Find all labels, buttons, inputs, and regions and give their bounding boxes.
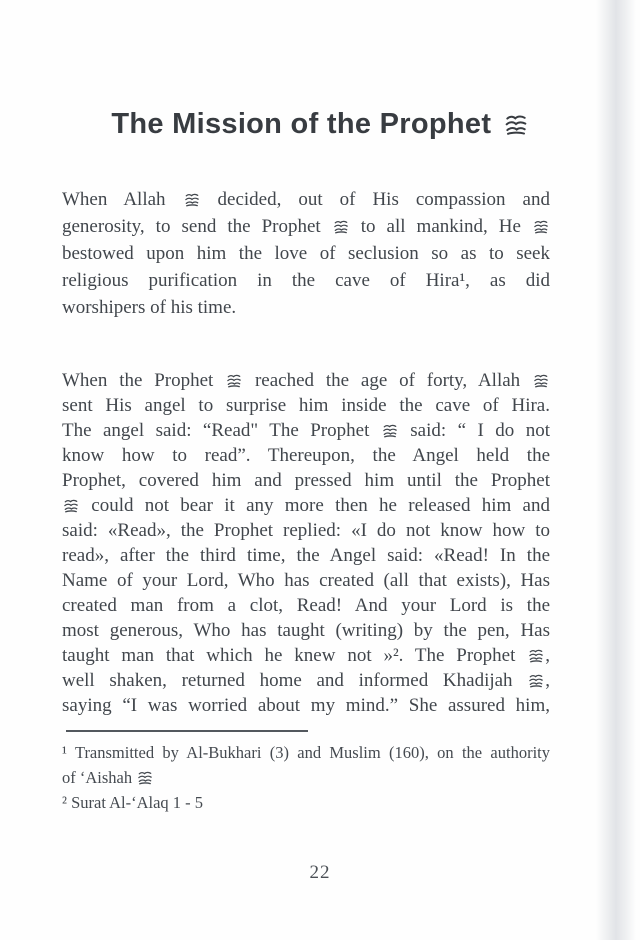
text-line: Name of your Lord, Who has created (all that exists), Has — [62, 570, 550, 591]
honorific-calligraphy-icon — [533, 374, 549, 388]
honorific-calligraphy-icon — [137, 771, 153, 785]
text-line: religious purification in the cave of Hira¹, as did — [62, 270, 550, 291]
text-line: taught man that which he knew not »². The Prophet , — [62, 645, 550, 666]
footnote-1 — [62, 740, 550, 790]
honorific-calligraphy-icon — [504, 114, 528, 136]
text-line: said: «Read», the Prophet replied: «I do not know how to — [62, 520, 550, 541]
text-line: sent His angel to surprise him inside the cave of Hira. — [62, 395, 550, 416]
text-line: well shaken, returned home and informed Khadijah , — [62, 670, 550, 691]
honorific-calligraphy-icon — [333, 220, 349, 234]
text-line: created man from a clot, Read! And your Lord is the — [62, 595, 550, 616]
text-line: know how to read”. Thereupon, the Angel held the — [62, 445, 550, 466]
honorific-calligraphy-icon — [528, 674, 544, 688]
footnote-separator — [66, 730, 308, 732]
text-line: most generous, Who has taught (writing) by the pen, Has — [62, 620, 550, 641]
honorific-calligraphy-icon — [184, 193, 200, 207]
text-line: worshipers of his time. — [62, 297, 237, 318]
paragraph-revelation — [62, 368, 550, 718]
honorific-calligraphy-icon — [382, 424, 398, 438]
page-title: The Mission of the Prophet — [0, 104, 640, 144]
paragraph-opening — [62, 186, 550, 321]
footnotes-section — [62, 730, 550, 815]
honorific-calligraphy-icon — [533, 220, 549, 234]
text-line: Prophet, covered him and pressed him until the Prophet — [62, 470, 550, 491]
footnote-2 — [62, 790, 550, 815]
text-line: When the Prophet reached the age of forty, Allah — [62, 368, 550, 393]
page-number: 22 — [309, 862, 331, 883]
text-line: ¹ Transmitted by Al-Bukhari (3) and Muslim (160), on the authority — [62, 743, 550, 762]
honorific-calligraphy-icon — [63, 499, 79, 513]
text-line: generosity, to send the Prophet to all mankind, He — [62, 213, 550, 240]
text-line: of ‘Aishah — [62, 765, 550, 790]
honorific-calligraphy-icon — [226, 374, 242, 388]
text-line: could not bear it any more then he released him and — [62, 493, 550, 518]
text-line: bestowed upon him the love of seclusion so as to seek — [62, 243, 550, 264]
text-line: read», after the third time, the Angel said: «Read! In the — [62, 545, 550, 566]
honorific-calligraphy-icon — [528, 649, 544, 663]
text-line: ² Surat Al-‘Alaq 1 - 5 — [62, 793, 204, 812]
text-line: The angel said: “Read" The Prophet said: “ I do not — [62, 420, 550, 441]
text-line: saying “I was worried about my mind.” She assured him, — [62, 695, 550, 716]
text-line: When Allah decided, out of His compassion and — [62, 189, 550, 210]
